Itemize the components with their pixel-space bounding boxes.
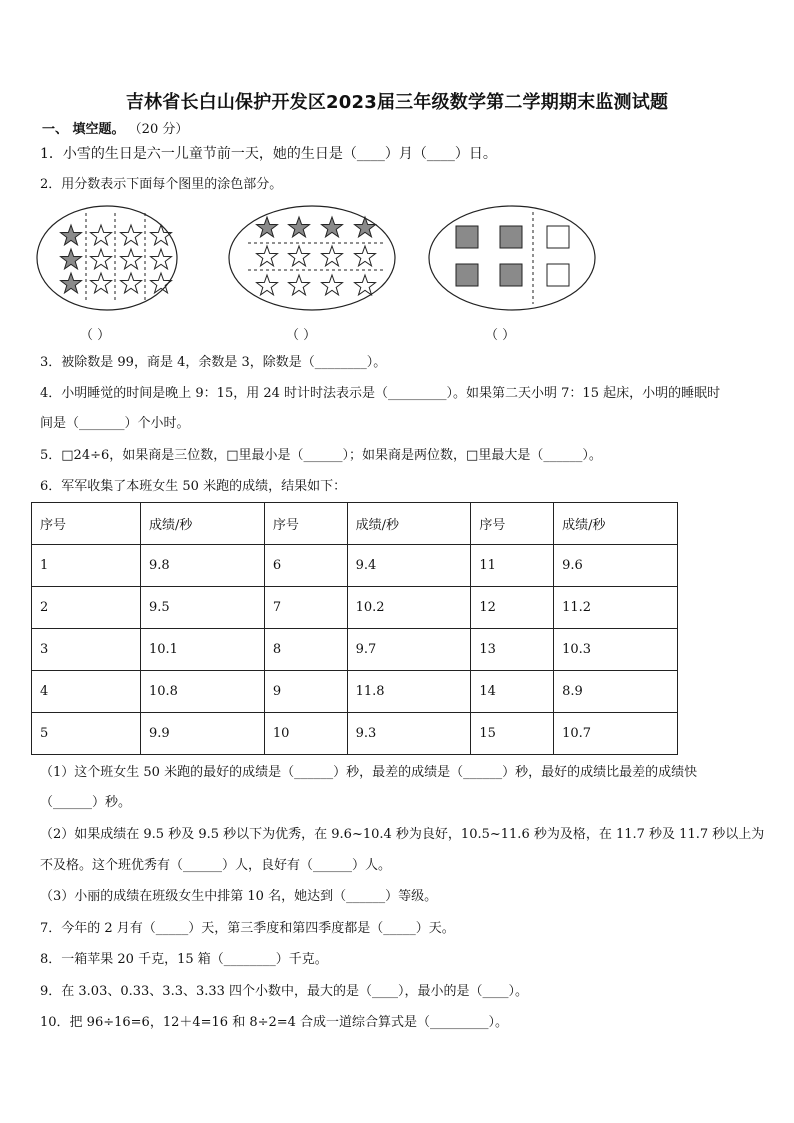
question-6-sub-2-line-1: （2）如果成绩在 9.5 秒及 9.5 秒以下为优秀，在 9.6~10.4 秒为良好，10.5~11.6 秒为及格，在 11.7 秒及 11.7 秒以上为 (40, 827, 765, 842)
star-icon (91, 249, 112, 269)
table-header-cell: 序号 (264, 503, 347, 545)
question-10: 10．把 96÷16=6，12＋4=16 和 8÷2=4 合成一道综合算式是（_________）。 (40, 1015, 509, 1030)
question-9: 9．在 3.03、0.33、3.3、3.33 四个小数中，最大的是（____），最小的是（____）。 (40, 984, 529, 999)
shaded-star-icon (61, 273, 82, 293)
question-3: 3．被除数是 99，商是 4，余数是 3，除数是（________）。 (40, 355, 387, 370)
table-cell: 10.3 (554, 629, 678, 671)
table-cell: 3 (32, 629, 141, 671)
figure-3-squares (429, 206, 595, 310)
results-table (31, 502, 678, 755)
question-5: 5．□24÷6，如果商是三位数，□里最小是（______）；如果商是两位数，□里最大是（______）。 (40, 448, 602, 463)
question-7: 7．今年的 2 月有（_____）天，第三季度和第四季度都是（_____）天。 (40, 921, 455, 936)
star-icon (355, 246, 376, 266)
table-cell: 14 (471, 671, 554, 713)
table-cell: 15 (471, 713, 554, 755)
figure-3-oval (429, 206, 595, 310)
star-icon (91, 273, 112, 293)
table-cell: 9.6 (554, 545, 678, 587)
section-points: （20 分） (128, 122, 189, 137)
table-cell: 6 (264, 545, 347, 587)
table-cell: 10.8 (141, 671, 265, 713)
figure-2-stars (229, 206, 395, 310)
shaded-star-icon (257, 217, 278, 237)
square-icon (547, 226, 569, 248)
star-icon (151, 249, 172, 269)
shaded-star-icon (322, 217, 343, 237)
table-row (32, 545, 678, 587)
table-cell: 10.7 (554, 713, 678, 755)
table-row (32, 713, 678, 755)
question-6-sub-2-line-2: 不及格。这个班优秀有（______）人，良好有（______）人。 (40, 858, 392, 873)
shaded-square-icon (456, 264, 478, 286)
table-cell: 8 (264, 629, 347, 671)
shaded-square-icon (500, 264, 522, 286)
answer-blank-1[interactable]: （ ） (80, 328, 111, 343)
table-cell: 8.9 (554, 671, 678, 713)
table-cell: 12 (471, 587, 554, 629)
shaded-square-icon (456, 226, 478, 248)
answer-blank-3[interactable]: （ ） (485, 328, 516, 343)
shaded-star-icon (61, 225, 82, 245)
shaded-star-icon (289, 217, 310, 237)
table-cell: 9 (264, 671, 347, 713)
table-header-cell: 成绩/秒 (554, 503, 678, 545)
star-icon (257, 246, 278, 266)
star-icon (121, 225, 142, 245)
star-icon (355, 275, 376, 295)
shaded-square-icon (500, 226, 522, 248)
question-6-sub-1-line-1: （1）这个班女生 50 米跑的最好的成绩是（______）秒，最差的成绩是（______）秒，最好的成绩比最差的成绩快 (40, 765, 698, 780)
figure-1-stars (37, 206, 177, 310)
table-row (32, 629, 678, 671)
table-row (32, 671, 678, 713)
star-icon (151, 225, 172, 245)
table-cell: 9.3 (347, 713, 471, 755)
table-cell: 2 (32, 587, 141, 629)
table-cell: 11.8 (347, 671, 471, 713)
star-icon (257, 275, 278, 295)
table-cell: 4 (32, 671, 141, 713)
page-title: 吉林省长白山保护开发区2023届三年级数学第二学期期末监测试题 (125, 92, 669, 113)
shaded-star-icon (61, 249, 82, 269)
table-header-cell: 序号 (471, 503, 554, 545)
table-cell: 13 (471, 629, 554, 671)
star-icon (91, 225, 112, 245)
table-header-row (32, 503, 678, 545)
table-cell: 9.4 (347, 545, 471, 587)
star-icon (151, 273, 172, 293)
fraction-figures (0, 0, 794, 340)
table-cell: 9.5 (141, 587, 265, 629)
table-header-cell: 成绩/秒 (141, 503, 265, 545)
star-icon (322, 275, 343, 295)
table-cell: 10 (264, 713, 347, 755)
table-cell: 9.7 (347, 629, 471, 671)
table-cell: 1 (32, 545, 141, 587)
table-cell: 11.2 (554, 587, 678, 629)
star-icon (121, 249, 142, 269)
star-icon (121, 273, 142, 293)
table-header-cell: 成绩/秒 (347, 503, 471, 545)
question-1: 1．小雪的生日是六一儿童节前一天，她的生日是（____）月（____）日。 (40, 146, 497, 162)
shaded-star-icon (355, 217, 376, 237)
question-4-line-1: 4．小明睡觉的时间是晚上 9：15，用 24 时计时法表示是（_________）。如果第二天小明 7：15 起床，小明的睡眠时 (40, 386, 721, 401)
figure-1-oval (37, 206, 177, 310)
table-row (32, 587, 678, 629)
square-icon (547, 264, 569, 286)
table-cell: 5 (32, 713, 141, 755)
table-cell: 10.1 (141, 629, 265, 671)
question-6-sub-1-line-2: （______）秒。 (40, 795, 132, 810)
question-6: 6．军军收集了本班女生 50 米跑的成绩，结果如下： (40, 479, 347, 494)
table-cell: 10.2 (347, 587, 471, 629)
section-heading-label: 一、 填空题。 (42, 122, 125, 137)
table-header-cell: 序号 (32, 503, 141, 545)
star-icon (289, 246, 310, 266)
question-4-line-2: 间是（_______）个小时。 (40, 416, 190, 431)
table-cell: 7 (264, 587, 347, 629)
table-cell: 11 (471, 545, 554, 587)
table-cell: 9.9 (141, 713, 265, 755)
question-6-sub-3: （3）小丽的成绩在班级女生中排第 10 名，她达到（______）等级。 (40, 889, 438, 904)
question-8: 8．一箱苹果 20 千克，15 箱（________）千克。 (40, 952, 328, 967)
star-icon (322, 246, 343, 266)
star-icon (289, 275, 310, 295)
answer-blank-2[interactable]: （ ） (286, 328, 317, 343)
table-cell: 9.8 (141, 545, 265, 587)
question-2: 2．用分数表示下面每个图里的涂色部分。 (40, 177, 283, 192)
